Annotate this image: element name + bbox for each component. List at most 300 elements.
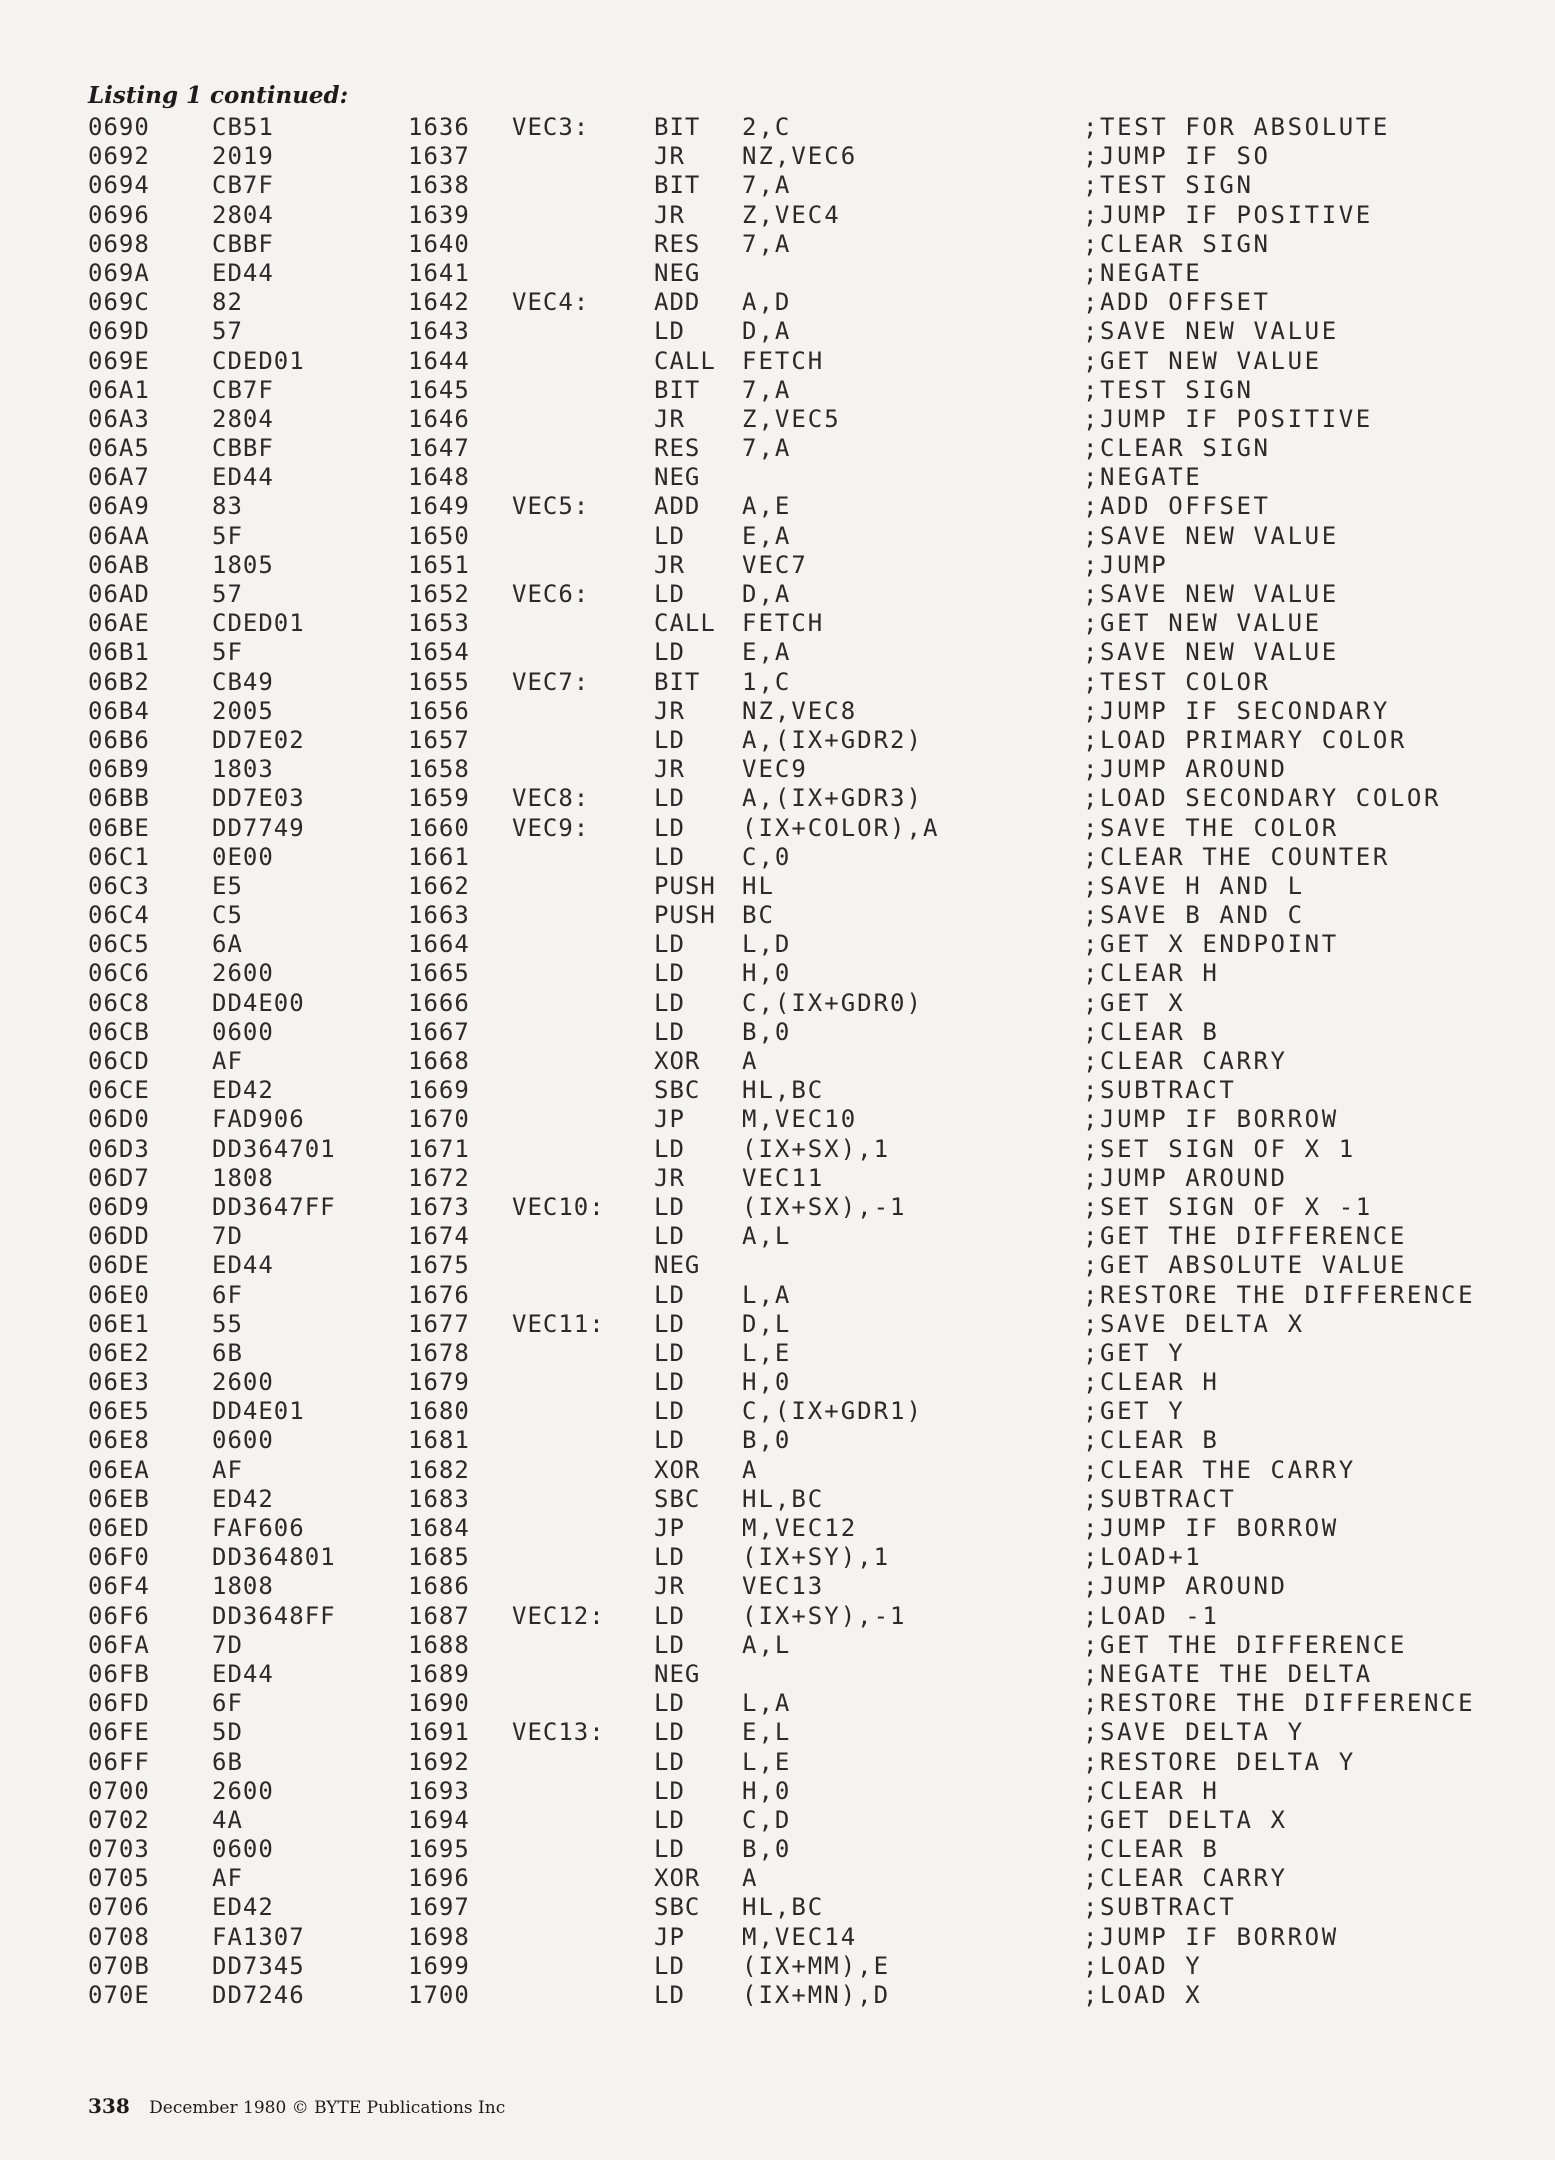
listing-row (0, 1105, 1555, 1134)
mnemonic: XOR (654, 1864, 701, 1893)
object-code: C5 (212, 901, 243, 930)
line-number: 1681 (408, 1426, 470, 1455)
listing-row (0, 142, 1555, 171)
line-number: 1661 (408, 842, 470, 871)
line-number: 1640 (408, 229, 470, 258)
listing-row (0, 1602, 1555, 1631)
line-number: 1687 (408, 1601, 470, 1630)
operand: H,0 (742, 1368, 792, 1397)
listing-row (0, 668, 1555, 697)
address: 06A5 (88, 434, 150, 463)
comment: ;CLEAR CARRY (1083, 1864, 1288, 1893)
object-code: AF (212, 1864, 243, 1893)
listing-row (0, 872, 1555, 901)
operand: 2,C (742, 113, 792, 141)
comment: ;JUMP IF SECONDARY (1083, 696, 1390, 725)
mnemonic: LD (654, 580, 685, 608)
comment: ;GET Y (1083, 1397, 1186, 1426)
mnemonic: RES (654, 229, 701, 258)
address: 06E2 (88, 1338, 150, 1367)
page-number: 338 (88, 2094, 130, 2118)
assembly-listing (0, 113, 1555, 2010)
line-number: 1637 (408, 142, 470, 171)
comment: ;SAVE DELTA Y (1083, 1718, 1305, 1747)
comment: ;SUBTRACT (1083, 1076, 1237, 1105)
listing-row (0, 784, 1555, 813)
line-number: 1684 (408, 1514, 470, 1542)
address: 06BB (88, 784, 150, 813)
line-number: 1651 (408, 550, 470, 579)
comment: ;GET NEW VALUE (1083, 609, 1322, 638)
address: 06B4 (88, 696, 150, 725)
comment: ;SAVE DELTA X (1083, 1309, 1305, 1338)
mnemonic: SBC (654, 1893, 701, 1922)
operand: VEC11 (742, 1163, 825, 1192)
address: 06E8 (88, 1426, 150, 1455)
comment: ;CLEAR THE CARRY (1083, 1455, 1356, 1484)
comment: ;SUBTRACT (1083, 1484, 1237, 1513)
object-code: 2005 (212, 696, 274, 725)
line-number: 1698 (408, 1922, 470, 1951)
line-number: 1673 (408, 1192, 470, 1221)
object-code: 82 (212, 288, 243, 317)
mnemonic: LD (654, 1951, 685, 1980)
label: VEC11: (512, 1309, 605, 1338)
line-number: 1682 (408, 1455, 470, 1484)
line-number: 1666 (408, 988, 470, 1017)
address: 06BE (88, 813, 150, 842)
line-number: 1662 (408, 871, 470, 900)
listing-row (0, 1310, 1555, 1339)
line-number: 1652 (408, 580, 470, 608)
operand: FETCH (742, 346, 825, 375)
object-code: ED42 (212, 1893, 274, 1922)
line-number: 1689 (408, 1659, 470, 1688)
operand: L,A (742, 1689, 792, 1718)
listing-row (0, 1222, 1555, 1251)
comment: ;NEGATE (1083, 258, 1203, 287)
listing-caption: Listing 1 continued: (88, 82, 349, 109)
object-code: 83 (212, 492, 243, 521)
listing-row (0, 1193, 1555, 1222)
line-number: 1649 (408, 492, 470, 521)
mnemonic: LD (654, 1397, 685, 1426)
listing-row (0, 1748, 1555, 1777)
object-code: ED42 (212, 1076, 274, 1105)
address: 06FD (88, 1689, 150, 1718)
comment: ;LOAD SECONDARY COLOR (1083, 784, 1442, 813)
address: 06FB (88, 1659, 150, 1688)
mnemonic: JR (654, 200, 685, 229)
address: 0694 (88, 171, 150, 200)
address: 06FE (88, 1718, 150, 1747)
address: 06B1 (88, 638, 150, 667)
mnemonic: LD (654, 521, 685, 550)
address: 06EA (88, 1455, 150, 1484)
mnemonic: CALL (654, 346, 716, 375)
mnemonic: LD (654, 1630, 685, 1659)
operand: NZ,VEC6 (742, 142, 858, 171)
mnemonic: JP (654, 1105, 685, 1134)
mnemonic: NEG (654, 1251, 701, 1280)
address: 06C8 (88, 988, 150, 1017)
listing-row (0, 347, 1555, 376)
listing-row (0, 405, 1555, 434)
object-code: 7D (212, 1222, 243, 1251)
comment: ;SUBTRACT (1083, 1893, 1237, 1922)
address: 06A3 (88, 404, 150, 433)
address: 0690 (88, 113, 150, 141)
object-code: 1808 (212, 1572, 274, 1601)
comment: ;JUMP IF SO (1083, 142, 1271, 171)
operand: (IX+SY),-1 (742, 1601, 907, 1630)
object-code: FAD906 (212, 1105, 305, 1134)
comment: ;LOAD+1 (1083, 1543, 1203, 1572)
mnemonic: XOR (654, 1455, 701, 1484)
operand: A,E (742, 492, 792, 521)
line-number: 1678 (408, 1338, 470, 1367)
operand: A,L (742, 1222, 792, 1251)
listing-row (0, 1835, 1555, 1864)
listing-row (0, 1426, 1555, 1455)
address: 06B2 (88, 667, 150, 696)
comment: ;JUMP (1083, 550, 1169, 579)
object-code: ED44 (212, 258, 274, 287)
address: 070B (88, 1951, 150, 1980)
address: 06C5 (88, 930, 150, 959)
mnemonic: ADD (654, 288, 701, 317)
label: VEC9: (512, 813, 590, 842)
line-number: 1657 (408, 725, 470, 754)
operand: C,D (742, 1805, 792, 1834)
listing-row (0, 1718, 1555, 1747)
address: 06AE (88, 609, 150, 638)
line-number: 1654 (408, 638, 470, 667)
comment: ;GET THE DIFFERENCE (1083, 1222, 1407, 1251)
comment: ;JUMP AROUND (1083, 755, 1288, 784)
mnemonic: LD (654, 1309, 685, 1338)
object-code: 6B (212, 1747, 243, 1776)
comment: ;CLEAR THE COUNTER (1083, 842, 1390, 871)
operand: FETCH (742, 609, 825, 638)
operand: (IX+SY),1 (742, 1543, 891, 1572)
mnemonic: LD (654, 1835, 685, 1864)
listing-row (0, 113, 1555, 142)
operand: A,L (742, 1630, 792, 1659)
address: 0696 (88, 200, 150, 229)
comment: ;CLEAR H (1083, 1776, 1220, 1805)
object-code: CDED01 (212, 609, 305, 638)
object-code: 6A (212, 930, 243, 959)
line-number: 1691 (408, 1718, 470, 1747)
address: 06F0 (88, 1543, 150, 1572)
comment: ;TEST SIGN (1083, 171, 1254, 200)
line-number: 1641 (408, 258, 470, 287)
object-code: 57 (212, 580, 243, 608)
object-code: 2804 (212, 404, 274, 433)
line-number: 1675 (408, 1251, 470, 1280)
comment: ;SAVE NEW VALUE (1083, 317, 1339, 346)
object-code: CB51 (212, 113, 274, 141)
comment: ;TEST COLOR (1083, 667, 1271, 696)
operand: (IX+MN),D (742, 1981, 891, 2009)
operand: (IX+SX),-1 (742, 1192, 907, 1221)
object-code: AF (212, 1047, 243, 1075)
listing-row (0, 1164, 1555, 1193)
line-number: 1643 (408, 317, 470, 346)
mnemonic: LD (654, 813, 685, 842)
address: 06E5 (88, 1397, 150, 1426)
object-code: 1805 (212, 550, 274, 579)
line-number: 1693 (408, 1776, 470, 1805)
comment: ;GET DELTA X (1083, 1805, 1288, 1834)
address: 06ED (88, 1514, 150, 1542)
operand: C,(IX+GDR0) (742, 988, 923, 1017)
listing-row (0, 1981, 1555, 2010)
object-code: 6F (212, 1689, 243, 1718)
object-code: 2600 (212, 959, 274, 988)
listing-row (0, 1281, 1555, 1310)
comment: ;CLEAR H (1083, 1368, 1220, 1397)
address: 069C (88, 288, 150, 317)
operand: HL,BC (742, 1076, 825, 1105)
operand: HL (742, 871, 775, 900)
mnemonic: LD (654, 930, 685, 959)
operand: NZ,VEC8 (742, 696, 858, 725)
listing-row (0, 1806, 1555, 1835)
listing-row (0, 1251, 1555, 1280)
operand: A,D (742, 288, 792, 317)
line-number: 1638 (408, 171, 470, 200)
line-number: 1646 (408, 404, 470, 433)
operand: A (742, 1047, 759, 1075)
line-number: 1656 (408, 696, 470, 725)
label: VEC7: (512, 667, 590, 696)
operand: VEC7 (742, 550, 808, 579)
comment: ;CLEAR CARRY (1083, 1047, 1288, 1075)
object-code: FA1307 (212, 1922, 305, 1951)
address: 06D3 (88, 1134, 150, 1163)
comment: ;ADD OFFSET (1083, 492, 1271, 521)
object-code: ED42 (212, 1484, 274, 1513)
address: 070E (88, 1981, 150, 2009)
object-code: CB7F (212, 171, 274, 200)
line-number: 1683 (408, 1484, 470, 1513)
mnemonic: LD (654, 1718, 685, 1747)
listing-row (0, 1368, 1555, 1397)
object-code: CBBF (212, 434, 274, 463)
operand: A (742, 1864, 759, 1893)
operand: B,0 (742, 1835, 792, 1864)
address: 06A1 (88, 375, 150, 404)
object-code: 0600 (212, 1426, 274, 1455)
address: 0692 (88, 142, 150, 171)
line-number: 1670 (408, 1105, 470, 1134)
operand: B,0 (742, 1426, 792, 1455)
object-code: FAF606 (212, 1514, 305, 1542)
mnemonic: LD (654, 1747, 685, 1776)
operand: VEC13 (742, 1572, 825, 1601)
listing-row (0, 697, 1555, 726)
line-number: 1659 (408, 784, 470, 813)
comment: ;ADD OFFSET (1083, 288, 1271, 317)
listing-row (0, 1543, 1555, 1572)
listing-row (0, 1923, 1555, 1952)
comment: ;RESTORE DELTA Y (1083, 1747, 1356, 1776)
listing-row (0, 726, 1555, 755)
object-code: DD7E03 (212, 784, 305, 813)
publication-credit: December 1980 © BYTE Publications Inc (149, 2098, 506, 2118)
address: 06FA (88, 1630, 150, 1659)
address: 06DE (88, 1251, 150, 1280)
address: 0700 (88, 1776, 150, 1805)
mnemonic: ADD (654, 492, 701, 521)
object-code: 2600 (212, 1776, 274, 1805)
line-number: 1695 (408, 1835, 470, 1864)
comment: ;LOAD -1 (1083, 1601, 1220, 1630)
comment: ;CLEAR SIGN (1083, 434, 1271, 463)
object-code: ED44 (212, 1659, 274, 1688)
operand: HL,BC (742, 1484, 825, 1513)
comment: ;SAVE B AND C (1083, 901, 1305, 930)
address: 06A9 (88, 492, 150, 521)
mnemonic: JR (654, 696, 685, 725)
operand: M,VEC12 (742, 1514, 858, 1542)
address: 06B6 (88, 725, 150, 754)
mnemonic: LD (654, 638, 685, 667)
object-code: 57 (212, 317, 243, 346)
comment: ;CLEAR B (1083, 1835, 1220, 1864)
mnemonic: LD (654, 1776, 685, 1805)
comment: ;RESTORE THE DIFFERENCE (1083, 1689, 1476, 1718)
line-number: 1686 (408, 1572, 470, 1601)
address: 06AB (88, 550, 150, 579)
address: 06D9 (88, 1192, 150, 1221)
mnemonic: JR (654, 1163, 685, 1192)
listing-row (0, 551, 1555, 580)
listing-row (0, 1572, 1555, 1601)
object-code: 5D (212, 1718, 243, 1747)
operand: M,VEC14 (742, 1922, 858, 1951)
address: 069D (88, 317, 150, 346)
operand: A,(IX+GDR2) (742, 725, 923, 754)
address: 06C6 (88, 959, 150, 988)
comment: ;TEST FOR ABSOLUTE (1083, 113, 1390, 141)
object-code: DD7246 (212, 1981, 305, 2009)
object-code: CB7F (212, 375, 274, 404)
address: 06D0 (88, 1105, 150, 1134)
mnemonic: LD (654, 1601, 685, 1630)
mnemonic: JR (654, 404, 685, 433)
object-code: 1808 (212, 1163, 274, 1192)
address: 06EB (88, 1484, 150, 1513)
operand: 7,A (742, 171, 792, 200)
label: VEC3: (512, 113, 590, 141)
line-number: 1672 (408, 1163, 470, 1192)
comment: ;LOAD X (1083, 1981, 1203, 2009)
operand: 1,C (742, 667, 792, 696)
mnemonic: BIT (654, 113, 701, 141)
operand: D,A (742, 317, 792, 346)
address: 0708 (88, 1922, 150, 1951)
label: VEC8: (512, 784, 590, 813)
object-code: 4A (212, 1805, 243, 1834)
label: VEC6: (512, 580, 590, 608)
object-code: DD364801 (212, 1543, 336, 1572)
address: 06C3 (88, 871, 150, 900)
address: 06F6 (88, 1601, 150, 1630)
comment: ;SET SIGN OF X -1 (1083, 1192, 1373, 1221)
operand: L,A (742, 1280, 792, 1309)
operand: (IX+SX),1 (742, 1134, 891, 1163)
listing-row (0, 901, 1555, 930)
listing-row (0, 1660, 1555, 1689)
address: 06AA (88, 521, 150, 550)
address: 06FF (88, 1747, 150, 1776)
operand: HL,BC (742, 1893, 825, 1922)
object-code: DD4E00 (212, 988, 305, 1017)
operand: L,E (742, 1747, 792, 1776)
line-number: 1692 (408, 1747, 470, 1776)
line-number: 1696 (408, 1864, 470, 1893)
line-number: 1642 (408, 288, 470, 317)
listing-row (0, 201, 1555, 230)
listing-row (0, 1689, 1555, 1718)
mnemonic: LD (654, 1368, 685, 1397)
line-number: 1658 (408, 755, 470, 784)
operand: H,0 (742, 1776, 792, 1805)
listing-row (0, 317, 1555, 346)
object-code: AF (212, 1455, 243, 1484)
mnemonic: LD (654, 1017, 685, 1046)
operand: Z,VEC4 (742, 200, 841, 229)
mnemonic: LD (654, 784, 685, 813)
comment: ;GET THE DIFFERENCE (1083, 1630, 1407, 1659)
listing-row (0, 1018, 1555, 1047)
operand: C,0 (742, 842, 792, 871)
operand: 7,A (742, 375, 792, 404)
mnemonic: NEG (654, 1659, 701, 1688)
mnemonic: LD (654, 988, 685, 1017)
label: VEC13: (512, 1718, 605, 1747)
listing-row (0, 1047, 1555, 1076)
listing-row (0, 230, 1555, 259)
operand: L,E (742, 1338, 792, 1367)
object-code: 7D (212, 1630, 243, 1659)
operand: VEC9 (742, 755, 808, 784)
operand: 7,A (742, 229, 792, 258)
address: 0698 (88, 229, 150, 258)
mnemonic: BIT (654, 667, 701, 696)
operand: D,L (742, 1309, 792, 1338)
address: 06A7 (88, 463, 150, 492)
line-number: 1667 (408, 1017, 470, 1046)
mnemonic: RES (654, 434, 701, 463)
mnemonic: LD (654, 1338, 685, 1367)
comment: ;NEGATE (1083, 463, 1203, 492)
listing-row (0, 1893, 1555, 1922)
object-code: DD4E01 (212, 1397, 305, 1426)
object-code: 0600 (212, 1017, 274, 1046)
object-code: DD7345 (212, 1951, 305, 1980)
mnemonic: LD (654, 1981, 685, 2009)
comment: ;CLEAR B (1083, 1017, 1220, 1046)
operand: Z,VEC5 (742, 404, 841, 433)
address: 06B9 (88, 755, 150, 784)
comment: ;TEST SIGN (1083, 375, 1254, 404)
object-code: 5F (212, 638, 243, 667)
operand: BC (742, 901, 775, 930)
